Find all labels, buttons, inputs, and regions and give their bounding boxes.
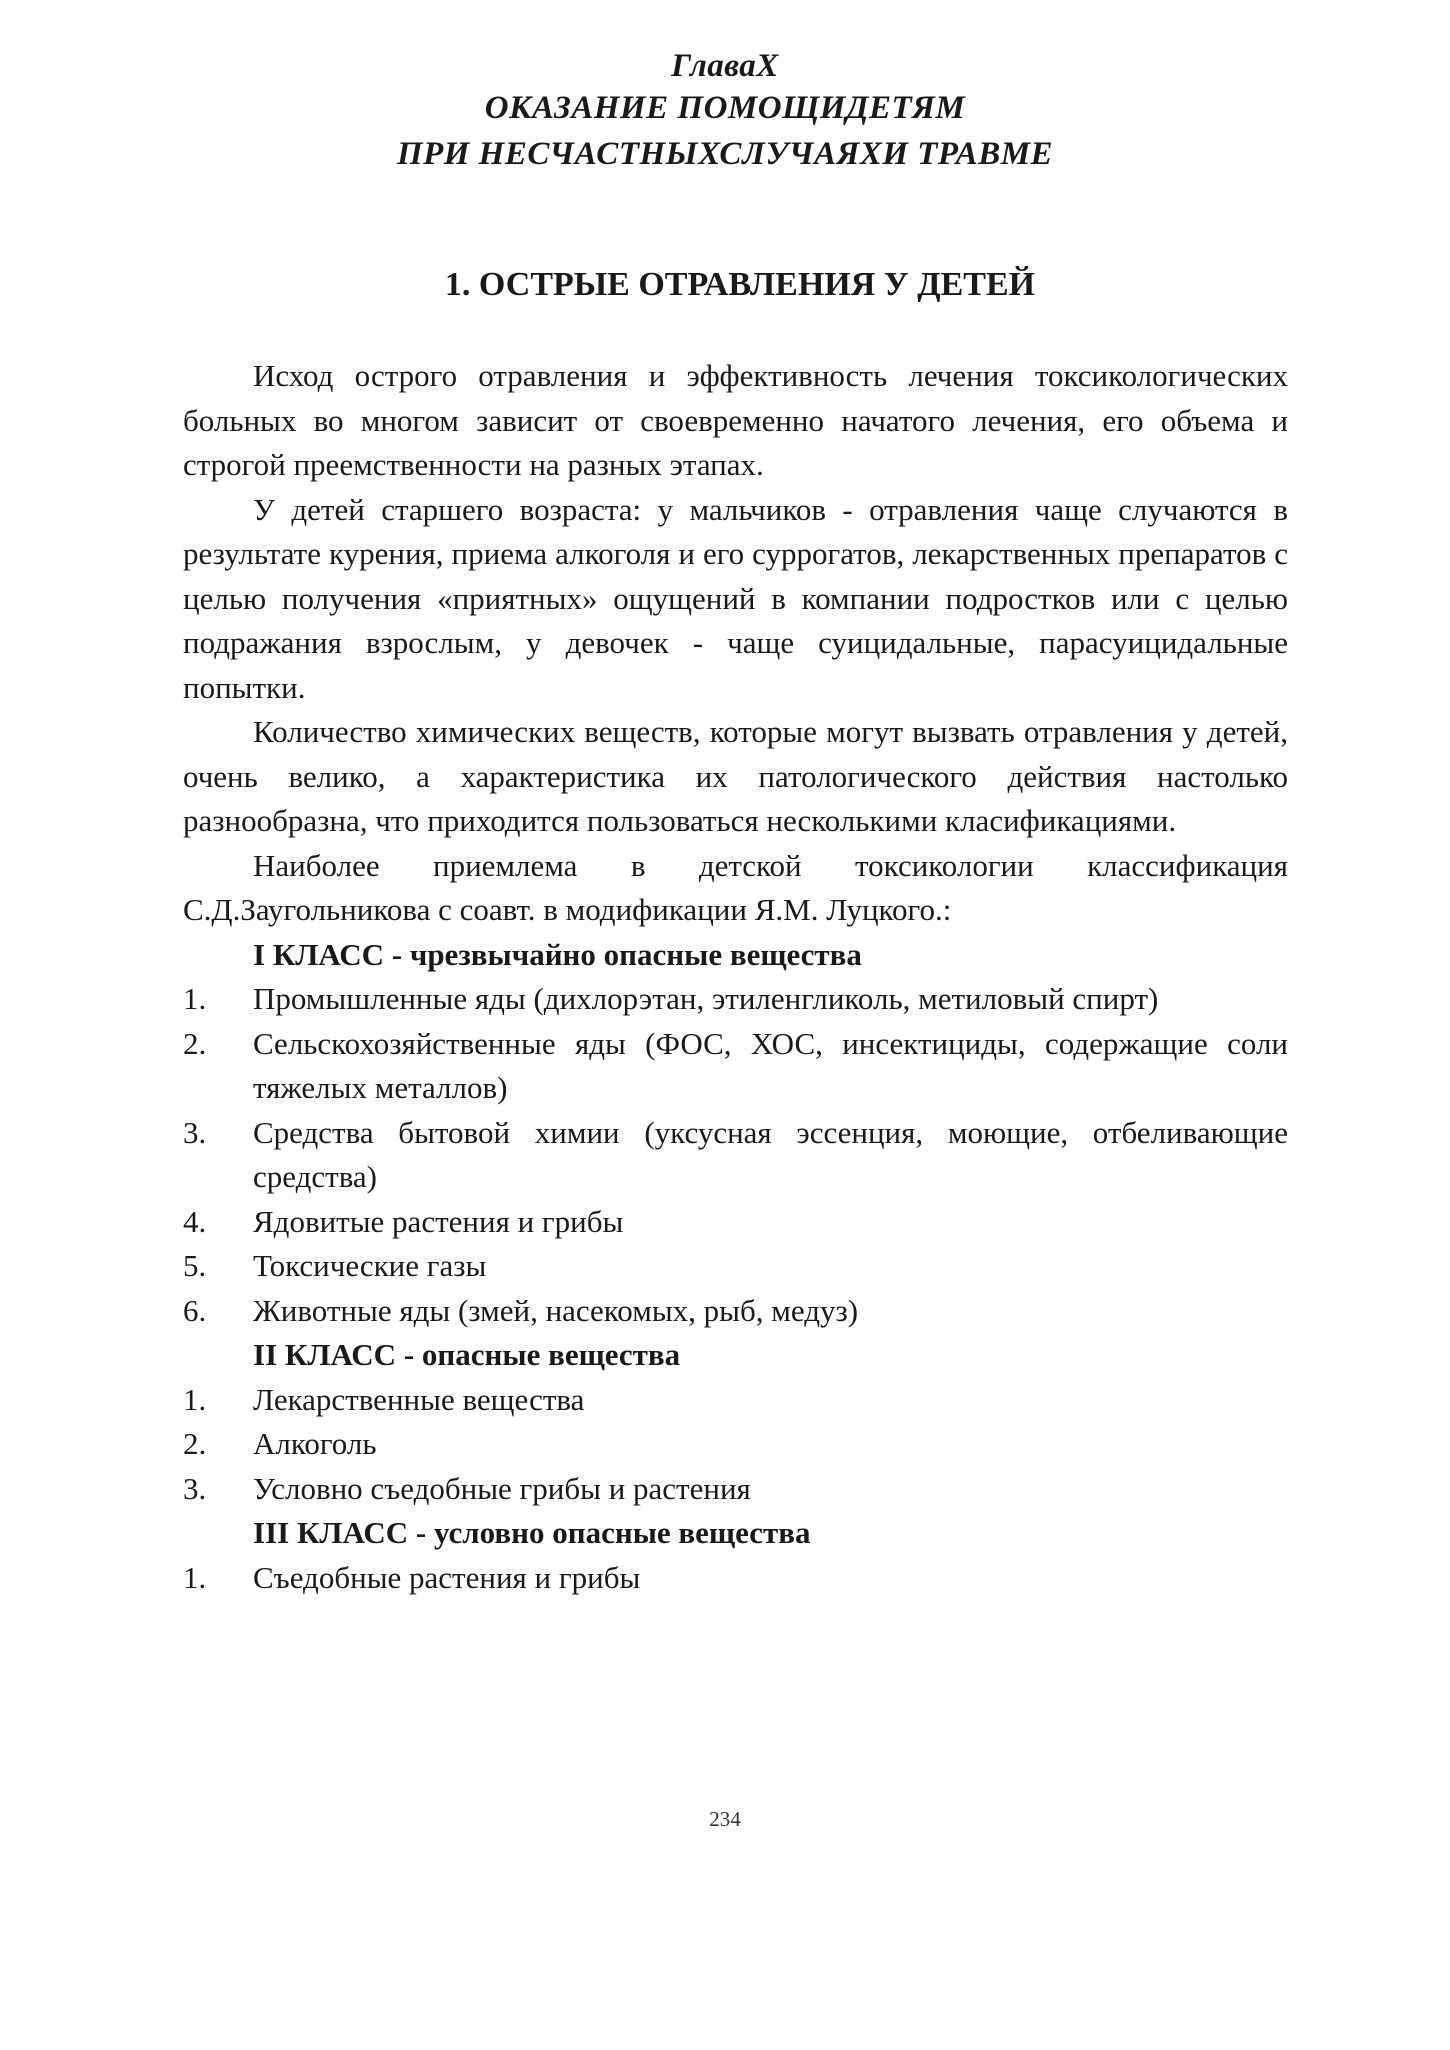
list-item-text: Условно съедобные грибы и растения: [253, 1470, 751, 1506]
list-item-text: Промышленные яды (дихлорэтан, этиленгликоль, метиловый спирт): [253, 981, 1159, 1016]
list-item: [183, 1467, 1288, 1512]
chapter-title-line-1: ОКАЗАНИЕ ПОМОЩИДЕТЯМ: [484, 90, 966, 126]
list-number: 6.: [183, 1292, 207, 1328]
list-item-text: Животные яды (змей, насекомых, рыб, медуз): [253, 1292, 859, 1328]
list-item: [183, 1422, 1288, 1467]
paragraph: Количество химических веществ, которые могут вызвать отравления у детей, очень велико, а характеристика их патологического действия настолько разнообразна, что приходится пользоваться несколькими класификациями.: [183, 714, 1288, 838]
list-item: [183, 977, 1288, 1022]
list-number: 4.: [183, 1203, 207, 1239]
list-number: 1.: [183, 981, 207, 1016]
list-item: [183, 1378, 1288, 1423]
list-item-text: Лекарственные вещества: [253, 1381, 585, 1417]
list-item: [183, 1556, 1288, 1601]
section-heading: 1. ОСТРЫЕ ОТРАВЛЕНИЯ У ДЕТЕЙ: [444, 266, 1036, 303]
list-item-text: Съедобные растения и грибы: [253, 1559, 641, 1595]
list-number: 1.: [183, 1559, 207, 1595]
list-item: [183, 1289, 1288, 1334]
page-number: 234: [709, 1807, 741, 1831]
class-list: [183, 1556, 1288, 1601]
list-number: 3.: [183, 1470, 207, 1506]
paragraph: У детей старшего возраста: у мальчиков - отравления чаще случаются в результате курения, приема алкоголя и его суррогатов, лекарственных препаратов с целью получения «приятных» ощущений в компании подростков или с целью подражания взрослым, у девочек - чаще суицидальные, парасуицидальные попытки.: [183, 491, 1288, 705]
class-heading: II КЛАСС - опасные вещества: [253, 1337, 681, 1372]
list-item: [183, 1022, 1288, 1111]
list-item-text: Ядовитые растения и грибы: [253, 1203, 624, 1239]
list-item: [183, 1200, 1288, 1245]
list-item-text: Токсические газы: [253, 1248, 487, 1283]
class-list: [183, 977, 1288, 1333]
class-heading: III КЛАСС - условно опасные вещества: [253, 1515, 811, 1550]
list-item-text: Сельскохозяйственные яды (ФОС, ХОС, инсектициды, содержащие соли тяжелых металлов): [253, 1025, 1288, 1105]
page-body: [183, 354, 1288, 1600]
list-item: [183, 1111, 1288, 1200]
chapter-label: ГлаваX: [671, 48, 779, 84]
class-heading: I КЛАСС - чрезвычайно опасные вещества: [253, 936, 862, 972]
paragraph: Исход острого отравления и эффективность лечения токсикологических больных во многом зависит от своевременно начатого лечения, его объема и строгой преемственности на разных этапах.: [183, 358, 1288, 482]
paragraph: Наиболее приемлема в детской токсикологии классификация С.Д.Заугольникова с соавт. в модификации Я.М. Луцкого.:: [183, 847, 1288, 927]
chapter-title-line-2: ПРИ НЕСЧАСТНЫХСЛУЧАЯХИ ТРАВМЕ: [396, 136, 1054, 172]
list-number: 2.: [183, 1426, 207, 1461]
list-number: 5.: [183, 1248, 207, 1283]
list-number: 2.: [183, 1025, 207, 1061]
list-number: 3.: [183, 1114, 207, 1150]
class-list: [183, 1378, 1288, 1512]
list-number: 1.: [183, 1381, 207, 1417]
list-item: [183, 1244, 1288, 1289]
list-item-text: Алкоголь: [253, 1426, 377, 1461]
list-item-text: Средства бытовой химии (уксусная эссенция, моющие, отбеливающие средства): [253, 1114, 1288, 1194]
